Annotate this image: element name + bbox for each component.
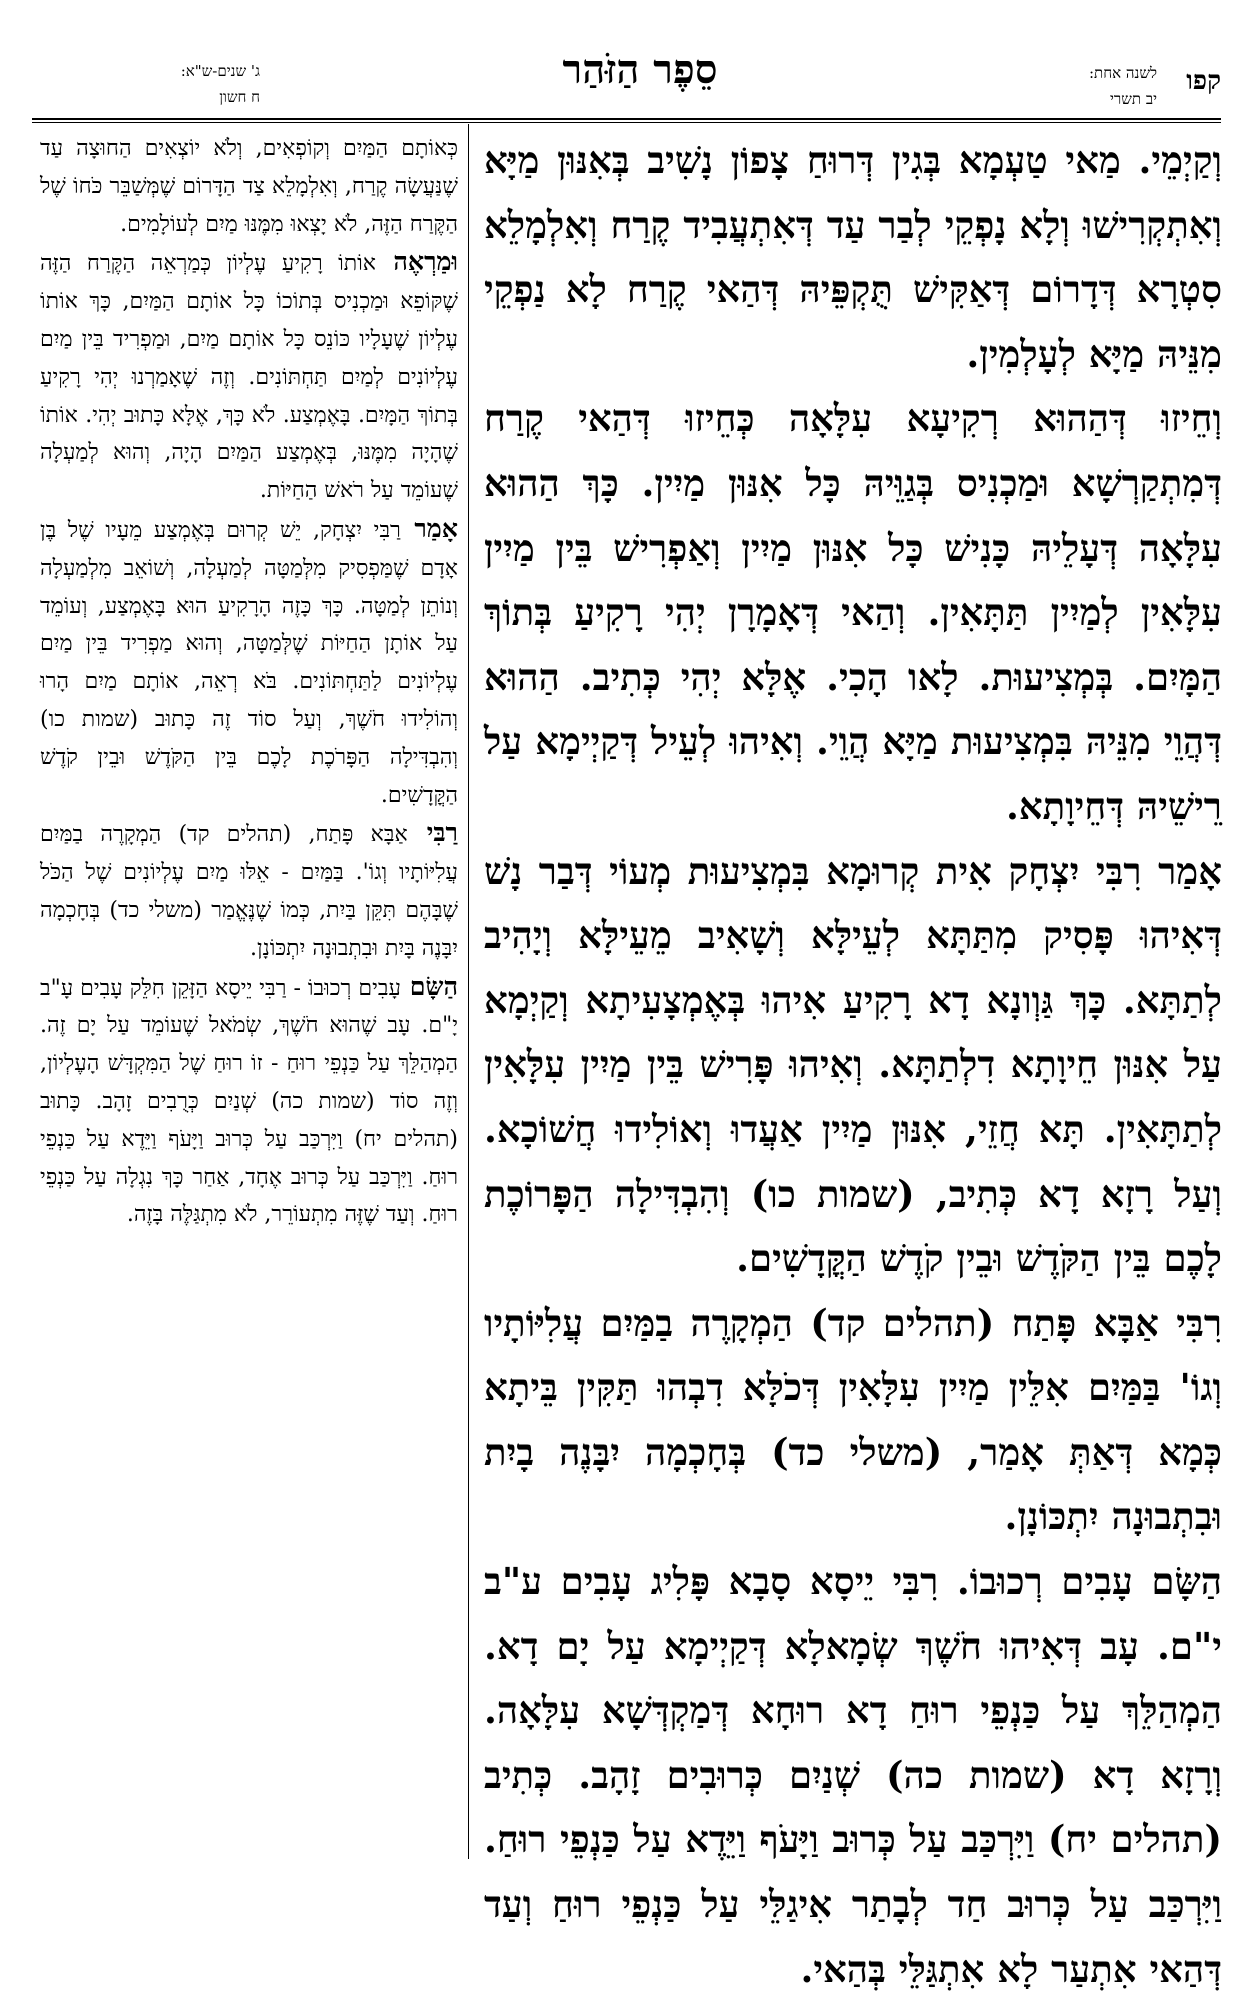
paragraph-text: אַבָּא פָּתַח (תהלים קד) הַמְקָרֶה בַמַּיִם עֲלִיּוֹתָיו וְגוֹ' בַּמַּיִם אִלֵּין מַיִין עִלָּאִין דְּכֹלָּא דִבְהוּ תַּקִּין בֵּיתָא כְּמָא דְּאַתְּ אָמַר, (משלי כד) בְּחָכְמָה יִבָּנֶה בָיִת וּבִתְבוּנָה יִתְכּוֹנָן.: [484, 1300, 1222, 1539]
paragraph-text: עָבִים רְכוּבוֹ - רַבִּי יֵיסָא הַזָּקֵן חִלֵּק עָבִים עָ"ב יָ"ם. עָב שֶׁהוּא חֹשֶׁךְ, שְׂמֹאל שֶׁעוֹמֵד עַל יָם זֶה. הַמְהַלֵּךְ עַל כַּנְפֵי רוּחַ - זוֹ רוּחַ שֶׁל הַמִּקְדָּשׁ הָעֶלְיוֹן, וְזֶה סוֹד (שמות כה) שְׁנַיִם כְּרֻבִים זָהָב. כָּתוּב (תהלים יח) וַיִּרְכַּב עַל כְּרוּב וַיָּעֹף וַיֵּדֶא עַל כַּנְפֵי רוּחַ. וַיִּרְכַּב עַל כְּרוּב אֶחָד, אַחַר כָּךְ נִגְלָה עַל כַּנְפֵי רוּחַ. וְעַד שֶׁזֶּה מִתְעוֹרֵר, לֹא מִתְגַּלֶּה בָּזֶה.: [40, 975, 458, 1228]
column-divider: [468, 124, 469, 1859]
book-title: סֵפֶר הַזֹּהַר: [562, 46, 718, 93]
page-number: קפו: [1186, 66, 1221, 96]
paragraph-lead-word: וְחֵיזוּ: [1126, 396, 1222, 441]
side-paragraph: [40, 243, 458, 510]
paragraph-text: כְּאוֹתָם הַמַּיִם וְקוֹפְאִים, וְלֹא יוֹצְאִים הַחוּצָה עַד שֶׁנַּעֲשָׂה קֶרַח, וְאִלְמָלֵא צַד הַדָּרוֹם שֶׁמְּשַׁבֵּר כֹּחוֹ שֶׁל הַקֶּרַח הַזֶּה, לֹא יָצְאוּ מִמֶּנּוּ מַיִם לְעוֹלָמִים.: [40, 136, 458, 237]
side-paragraph: [40, 510, 458, 814]
aramaic-column: [484, 128, 1222, 2001]
schedule-date: יב תשרי: [1110, 90, 1157, 108]
paragraph-text: אַבָּא פָּתַח, (תהלים קד) הַמְקָרֶה בַמַּיִם עֲלִיּוֹתָיו וְגוֹ'. בַּמַּיִם - אֵלּוּ מַיִם עֶלְיוֹנִים שֶׁל הַכֹּל שֶׁבָּהֶם תִּקֵּן בַּיִת, כְּמוֹ שֶׁנֶּאֱמַר (משלי כד) בְּחָכְמָה יִבָּנֶה בָּיִת וּבִתְבוּנָה יִתְכּוֹנָן.: [40, 822, 458, 961]
header-rule-thin: [32, 122, 1221, 123]
side-paragraph: [40, 968, 458, 1235]
header-left: [40, 58, 260, 110]
paragraph-lead-word: וּמַרְאֶה: [376, 246, 459, 277]
side-paragraph: [40, 814, 458, 967]
main-paragraph: [484, 386, 1222, 838]
paragraph-text: עָבִים רְכוּבוֹ. רִבִּי יֵיסָא סָבָא פָּלִיג עָבִים ע"ב י"ם. עָב דְּאִיהוּ חֹשֶׁךְ שְׂמָאלָא דְּקַיְימָא עַל יָם דָא. הַמְהַלֵּךְ עַל כַּנְפֵי רוּחַ דָא רוּחָא דְּמַקְדְּשָׁא עִלָּאָה. וְרָזָא דָא (שמות כה) שְׁנַיִם כְּרוּבִים זָהָב. כְּתִיב (תהלים יח) וַיִּרְכַּב עַל כְּרוּב וַיָּעֹף וַיֵּדֶא עַל כַּנְפֵי רוּחַ. וַיִּרְכַּב עַל כְּרוּב חַד לְבָתַר אִיגַלֵּי עַל כַּנְפֵי רוּחַ וְעַד דְּהַאי אִתְעַר לָא אִתְגַּלֵּי בְּהַאי.: [484, 1559, 1222, 1991]
paragraph-lead-word: רִבִּי: [1158, 1300, 1223, 1345]
cycle-date: ח חשון: [219, 88, 260, 106]
header-rule: [32, 118, 1221, 120]
paragraph-lead-word: אָמַר: [1141, 848, 1222, 893]
main-paragraph: [484, 1549, 1222, 2001]
paragraph-text: אוֹתוֹ רָקִיעַ עֶלְיוֹן כְּמַרְאֵה הַקֶּרַח הַזֶּה שֶׁקּוֹפֵא וּמַכְנִיס בְּתוֹכוֹ כָּל אוֹתָם הַמַּיִם, כָּךְ אוֹתוֹ עֶלְיוֹן שֶׁעָלָיו כּוֹנֵס כָּל אוֹתָם מַיִם, וּמַפְרִיד בֵּין מַיִם עֶלְיוֹנִים לְמַיִם תַּחְתּוֹנִים. וְזֶה שֶׁאָמַרְנוּ יְהִי רָקִיעַ בְּתוֹךְ הַמָּיִם. בָּאֶמְצַע. לֹא כָּךְ, אֶלָּא כָּתוּב יְהִי. אוֹתוֹ שֶׁהָיָה מִמֶּנּוּ, בְּאֶמְצַע הַמַּיִם הָיָה, וְהוּא לְמַעְלָה שֶׁעוֹמֵד עַל רֹאשׁ הַחַיּוֹת.: [40, 251, 458, 504]
main-paragraph: [484, 839, 1222, 1291]
main-paragraph: [484, 128, 1222, 386]
hebrew-translation-column: [40, 130, 458, 1234]
paragraph-text: רִבִּי יִצְחָק אִית קְרוּמָא בִּמְצִיעוּת מְעוֹי דְּבַר נָשׁ דְּאִיהוּ פָּסִיק מִתַּתָּא לְעֵילָּא וְשָׁאִיב מֵעֵילָּא וְיָהִיב לְתַתָּא. כָּךְ גַּוְונָא דָא רָקִיעַ אִיהוּ בְּאֶמְצָעִיתָא וְקַיְמָא עַל אִנּוּן חֵיוָתָא דִלְתַתָּא. וְאִיהוּ פָּרִישׁ בֵּין מַיִין עִלָּאִין לְתַתָּאִין. תָּא חֲזֵי, אִנּוּן מַיִין אַעֲדוּ וְאוֹלִידוּ חֲשׁוֹכָא. וְעַל רָזָא דָא כְּתִיב, (שמות כו) וְהִבְדִּילָה הַפָּרוֹכֶת לָכֶם בֵּין הַקֹּדֶשׁ וּבֵין קֹדֶשׁ הַקֳּדָשִׁים.: [484, 848, 1222, 1281]
paragraph-lead-word: הַשָּׂם: [1132, 1559, 1222, 1604]
paragraph-lead-word: רַבִּי: [407, 817, 458, 848]
schedule-line: לשנה אחת:: [1089, 64, 1157, 82]
side-paragraph: [40, 130, 458, 243]
paragraph-lead-word: אָמַר: [400, 512, 459, 543]
cycle-line: ג' שנים-ש"א:: [180, 62, 260, 80]
main-paragraph: [484, 1291, 1222, 1549]
paragraph-text: רַבִּי יִצְחָק, יֵשׁ קְרוּם בְּאֶמְצַע מֵעָיו שֶׁל בֶּן אָדָם שֶׁמַּפְסִיק מִלְּמַטָּה לְמַעְלָה, וְשׁוֹאֵב מִלְמַעְלָה וְנוֹתֵן לְמַטָּה. כָּךְ כָּזֶה הָרָקִיעַ הוּא בָּאֶמְצַע, וְעוֹמֵד עַל אוֹתָן הַחַיּוֹת שֶׁלְּמַטָּה, וְהוּא מַפְרִיד בֵּין מַיִם עֶלְיוֹנִים לַתַּחְתּוֹנִים. בֹּא רְאֵה, אוֹתָם מַיִם הָרוּ וְהוֹלִידוּ חֹשֶׁךְ, וְעַל סוֹד זֶה כָּתוּב (שמות כו) וְהִבְדִּילָה הַפָּרֹכֶת לָכֶם בֵּין הַקֹּדֶשׁ וּבֵין קֹדֶשׁ הַקֳּדָשִׁים.: [40, 517, 458, 808]
paragraph-lead-word: הַשָּׂם: [400, 970, 458, 1001]
paragraph-text: דְּהַהוּא רְקִיעָא עִלָּאָה כְּחֵיזוּ דְּהַאי קֶרַח דְּמִתְקַרְשָׁא וּמַכְנִיס בְּגַוֵּיהּ כָּל אִנּוּן מַיִין. כָּךְ הַהוּא עִלָּאָה דְּעָלֵיהּ כָּנִישׁ כָּל אִנּוּן מַיִין וְאַפְרִישׁ בֵּין מַיִין עִלָּאִין לְמַיִין תַּתָּאִין. וְהַאי דְּאָמָרָן יְהִי רָקִיעַ בְּתוֹךְ הַמָּיִם. בְּמְצִיעוּת. לָאו הָכִי. אֶלָּא יְהִי כְּתִיב. הַהוּא דְּהֲוֵי מִנֵּיהּ בִּמְצִיעוּת מַיָּא הֲוֵי. וְאִיהוּ לְעֵיל דְּקַיְימָא עַל רֵישֵׁיהּ דְּחֵיוָתָא.: [484, 396, 1222, 828]
yearly-schedule: [1089, 60, 1157, 112]
paragraph-text: וְקַיְמֵי. מַאי טַעְמָא בְּגִין דְּרוּחַ צָפוֹן נָשִׁיב בְּאִנּוּן מַיָּא וְאִתְקְרִישׁוּ וְלָא נָפְקֵי לְבַר עַד דְּאִתְעֲבִיד קֶרַח וְאִלְמָלֵא סִטְרָא דְּדָרוֹם דְּאַקִּישׁ תֻּקְפֵּיהּ דְּהַאי קֶרַח לָא נַפְקֵי מִנֵּיהּ מַיָּא לְעָלְמִין.: [484, 138, 1222, 376]
